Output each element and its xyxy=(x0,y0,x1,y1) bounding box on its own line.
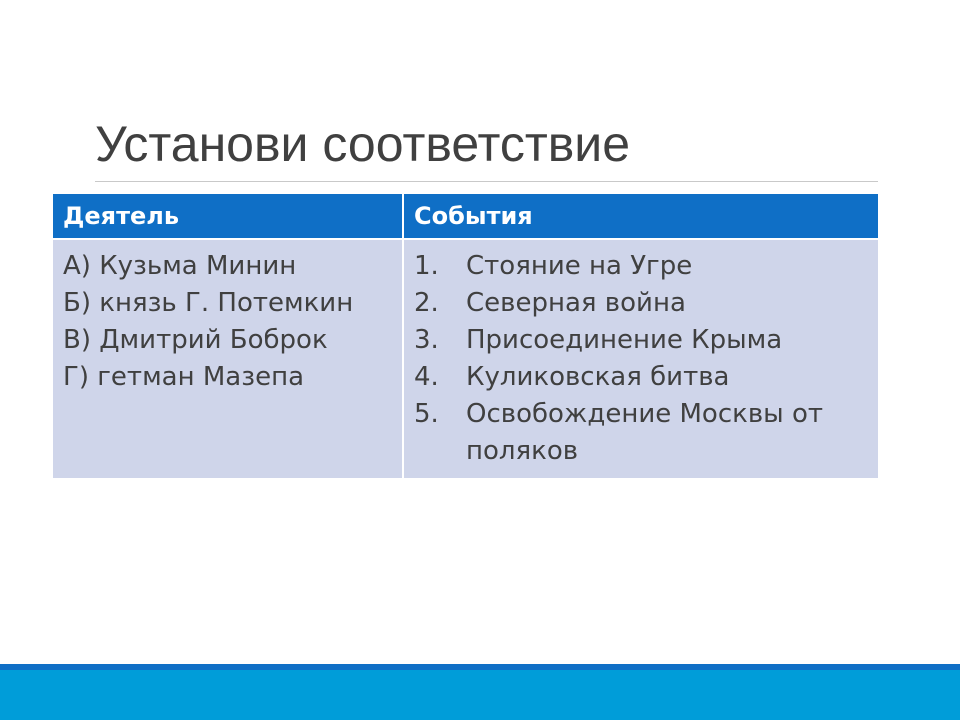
matching-table xyxy=(51,194,880,480)
events-cell xyxy=(403,239,879,479)
event-number: 2. xyxy=(414,288,439,318)
table-row xyxy=(52,239,879,479)
figure-item: А) Кузьма Минин xyxy=(63,251,297,281)
events-list xyxy=(414,248,868,470)
slide-title: Установи соответствие xyxy=(95,116,631,172)
header-figure: Деятель xyxy=(52,194,403,239)
footer-bar xyxy=(0,670,960,720)
event-text: Куликовская битва xyxy=(466,362,730,392)
header-events: События xyxy=(403,194,879,239)
event-text: Стояние на Угре xyxy=(466,251,693,281)
event-number: 3. xyxy=(414,325,439,355)
event-item xyxy=(414,285,868,322)
event-item xyxy=(414,396,868,470)
event-number: 4. xyxy=(414,362,439,392)
figures-list xyxy=(63,248,392,396)
figure-item: В) Дмитрий Боброк xyxy=(63,325,328,355)
event-item xyxy=(414,322,868,359)
figure-item: Г) гетман Мазепа xyxy=(63,362,304,392)
figure-item: Б) князь Г. Потемкин xyxy=(63,288,354,318)
title-divider xyxy=(95,181,878,182)
event-number: 1. xyxy=(414,251,439,281)
event-number: 5. xyxy=(414,399,439,429)
table-header-row xyxy=(52,194,879,239)
figures-cell xyxy=(52,239,403,479)
event-text: Присоединение Крыма xyxy=(466,325,783,355)
event-item xyxy=(414,248,868,285)
event-text: Северная война xyxy=(466,288,686,318)
event-item xyxy=(414,359,868,396)
event-text: Освобождение Москвы от поляков xyxy=(466,399,823,466)
